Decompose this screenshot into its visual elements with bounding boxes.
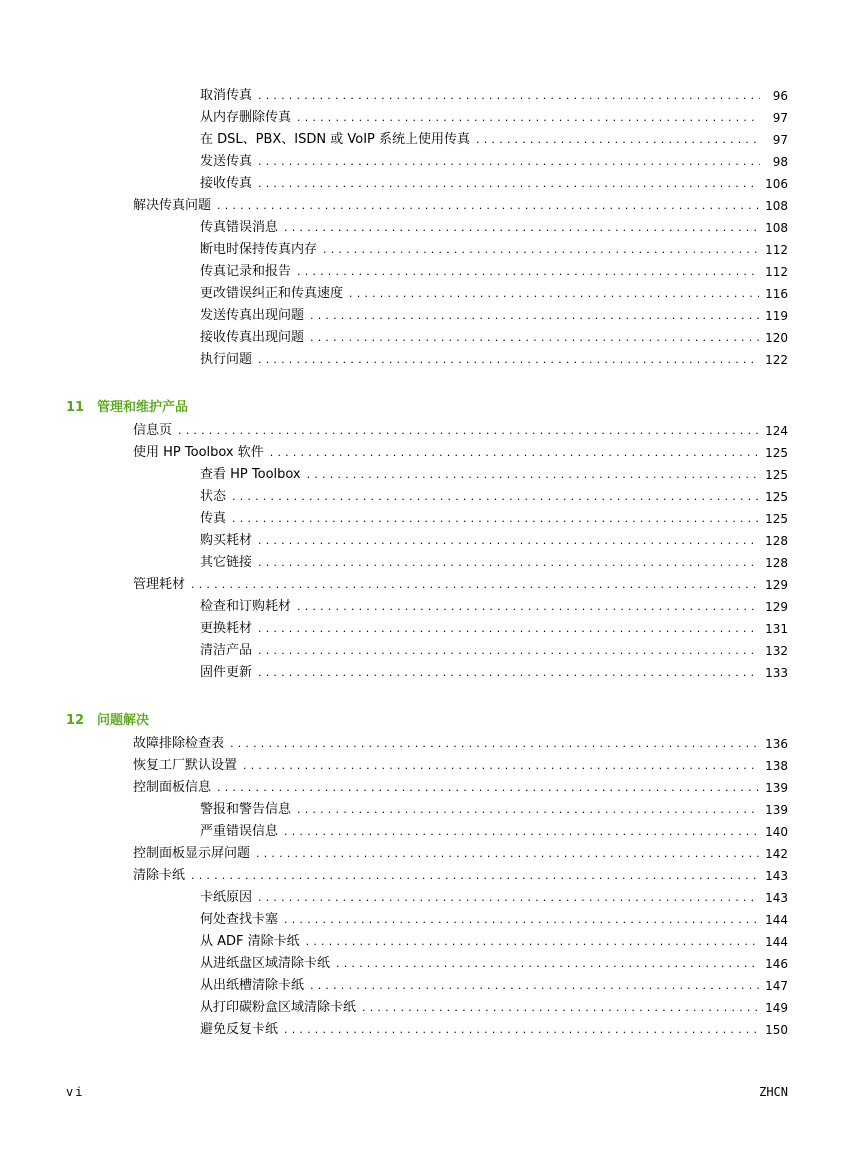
dot-leader bbox=[284, 822, 759, 842]
dot-leader bbox=[336, 954, 759, 974]
toc-entry-page-number: 112 bbox=[765, 265, 788, 279]
toc-entry[interactable] bbox=[133, 196, 788, 216]
toc-entry-page-number: 143 bbox=[765, 869, 788, 883]
dot-leader bbox=[258, 553, 759, 573]
toc-subentry[interactable] bbox=[200, 86, 788, 106]
toc-entry-title: 避免反复卡纸 bbox=[200, 1022, 279, 1037]
toc-entry-page-number: 124 bbox=[765, 424, 788, 438]
toc-subentry[interactable] bbox=[200, 531, 788, 551]
toc-entry-page-number: 125 bbox=[765, 512, 788, 526]
toc-subentry[interactable] bbox=[200, 910, 788, 930]
dot-leader bbox=[191, 866, 759, 886]
dot-leader bbox=[297, 800, 759, 820]
toc-entry-title: 清除卡纸 bbox=[133, 868, 186, 883]
toc-entry-page-number: 97 bbox=[772, 111, 788, 125]
toc-entry-page-number: 132 bbox=[765, 644, 788, 658]
toc-entry-title: 发送传真出现问题 bbox=[200, 308, 305, 323]
toc-subentry[interactable] bbox=[200, 954, 788, 974]
toc-entry-title: 接收传真 bbox=[200, 176, 253, 191]
toc-entry-title: 传真 bbox=[200, 511, 227, 526]
toc-entry-title: 控制面板信息 bbox=[133, 780, 212, 795]
toc-entry-title: 从进纸盘区域清除卡纸 bbox=[200, 956, 331, 971]
dot-leader bbox=[284, 218, 759, 238]
toc-subentry[interactable] bbox=[200, 487, 788, 507]
toc-entry-title: 传真记录和报告 bbox=[200, 264, 292, 279]
toc-entry-title: 其它链接 bbox=[200, 555, 253, 570]
toc-subentry[interactable] bbox=[200, 663, 788, 683]
dot-leader bbox=[243, 756, 759, 776]
chapter-heading[interactable] bbox=[66, 398, 188, 418]
toc-entry-page-number: 144 bbox=[765, 913, 788, 927]
toc-entry-page-number: 139 bbox=[765, 781, 788, 795]
toc-entry-title: 信息页 bbox=[133, 423, 173, 438]
toc-entry-title: 故障排除检查表 bbox=[133, 736, 225, 751]
toc-subentry[interactable] bbox=[200, 130, 788, 150]
toc-subentry[interactable] bbox=[200, 509, 788, 529]
toc-entry-title: 从出纸槽清除卡纸 bbox=[200, 978, 305, 993]
toc-entry[interactable] bbox=[133, 866, 788, 886]
dot-leader bbox=[232, 509, 759, 529]
toc-entry-page-number: 139 bbox=[765, 803, 788, 817]
dot-leader bbox=[310, 976, 759, 996]
dot-leader bbox=[323, 240, 759, 260]
toc-entry-title: 发送传真 bbox=[200, 154, 253, 169]
toc-subentry[interactable] bbox=[200, 800, 788, 820]
toc-subentry[interactable] bbox=[200, 262, 788, 282]
toc-entry-page-number: 125 bbox=[765, 446, 788, 460]
dot-leader bbox=[232, 487, 759, 507]
chapter-number: 12 bbox=[66, 713, 85, 728]
toc-entry-title: 更换耗材 bbox=[200, 621, 253, 636]
dot-leader bbox=[284, 910, 759, 930]
toc-entry-page-number: 108 bbox=[765, 199, 788, 213]
dot-leader bbox=[349, 284, 759, 304]
chapter-title: 管理和维护产品 bbox=[97, 400, 189, 415]
toc-entry-title: 恢复工厂默认设置 bbox=[133, 758, 238, 773]
toc-entry-title: 从 ADF 清除卡纸 bbox=[200, 934, 300, 949]
footer-page-number: vi bbox=[66, 1085, 85, 1099]
dot-leader bbox=[178, 421, 759, 441]
toc-entry-title: 管理耗材 bbox=[133, 577, 186, 592]
toc-entry-page-number: 125 bbox=[765, 490, 788, 504]
dot-leader bbox=[256, 844, 759, 864]
toc-subentry[interactable] bbox=[200, 998, 788, 1018]
dot-leader bbox=[310, 328, 759, 348]
toc-entry-title: 卡纸原因 bbox=[200, 890, 253, 905]
dot-leader bbox=[217, 196, 759, 216]
dot-leader bbox=[258, 152, 760, 172]
toc-entry-page-number: 116 bbox=[765, 287, 788, 301]
dot-leader bbox=[362, 998, 759, 1018]
toc-entry-title: 执行问题 bbox=[200, 352, 253, 367]
toc-entry-page-number: 128 bbox=[765, 556, 788, 570]
toc-entry-page-number: 120 bbox=[765, 331, 788, 345]
dot-leader bbox=[307, 465, 759, 485]
chapter-number: 11 bbox=[66, 400, 85, 415]
dot-leader bbox=[217, 778, 759, 798]
toc-entry-title: 更改错误纠正和传真速度 bbox=[200, 286, 344, 301]
toc-entry-title: 检查和订购耗材 bbox=[200, 599, 292, 614]
toc-entry-title: 购买耗材 bbox=[200, 533, 253, 548]
dot-leader bbox=[258, 174, 759, 194]
toc-entry-title: 查看 HP Toolbox bbox=[200, 467, 301, 482]
dot-leader bbox=[258, 641, 759, 661]
toc-entry[interactable] bbox=[133, 421, 788, 441]
toc-subentry[interactable] bbox=[200, 174, 788, 194]
toc-subentry[interactable] bbox=[200, 284, 788, 304]
toc-entry-title: 接收传真出现问题 bbox=[200, 330, 305, 345]
toc-subentry[interactable] bbox=[200, 218, 788, 238]
toc-entry[interactable] bbox=[133, 844, 788, 864]
toc-entry-title: 从内存删除传真 bbox=[200, 110, 292, 125]
toc-entry-page-number: 129 bbox=[765, 578, 788, 592]
dot-leader bbox=[230, 734, 759, 754]
toc-subentry[interactable] bbox=[200, 597, 788, 617]
toc-entry-page-number: 106 bbox=[765, 177, 788, 191]
toc-subentry[interactable] bbox=[200, 306, 788, 326]
toc-entry-page-number: 144 bbox=[765, 935, 788, 949]
toc-entry-page-number: 143 bbox=[765, 891, 788, 905]
toc-subentry[interactable] bbox=[200, 350, 788, 370]
toc-entry-page-number: 133 bbox=[765, 666, 788, 680]
toc-entry-page-number: 136 bbox=[765, 737, 788, 751]
dot-leader bbox=[297, 108, 760, 128]
toc-entry-page-number: 125 bbox=[765, 468, 788, 482]
toc-entry-title: 固件更新 bbox=[200, 665, 253, 680]
toc-entry-page-number: 98 bbox=[772, 155, 788, 169]
dot-leader bbox=[258, 619, 759, 639]
toc-entry-page-number: 119 bbox=[765, 309, 788, 323]
toc-entry[interactable] bbox=[133, 778, 788, 798]
dot-leader bbox=[297, 262, 759, 282]
toc-entry-page-number: 108 bbox=[765, 221, 788, 235]
toc-entry-title: 严重错误信息 bbox=[200, 824, 279, 839]
toc-entry-page-number: 122 bbox=[765, 353, 788, 367]
dot-leader bbox=[476, 130, 760, 150]
toc-entry-title: 断电时保持传真内存 bbox=[200, 242, 318, 257]
toc-entry-title: 取消传真 bbox=[200, 88, 253, 103]
toc-subentry[interactable] bbox=[200, 822, 788, 842]
dot-leader bbox=[258, 86, 760, 106]
toc-entry[interactable] bbox=[133, 756, 788, 776]
toc-entry-page-number: 131 bbox=[765, 622, 788, 636]
toc-entry-page-number: 129 bbox=[765, 600, 788, 614]
toc-entry-page-number: 142 bbox=[765, 847, 788, 861]
toc-subentry[interactable] bbox=[200, 240, 788, 260]
toc-subentry[interactable] bbox=[200, 152, 788, 172]
toc-entry[interactable] bbox=[133, 734, 788, 754]
dot-leader bbox=[258, 888, 759, 908]
toc-subentry[interactable] bbox=[200, 553, 788, 573]
toc-subentry[interactable] bbox=[200, 976, 788, 996]
dot-leader bbox=[306, 932, 759, 952]
toc-entry-page-number: 96 bbox=[772, 89, 788, 103]
dot-leader bbox=[310, 306, 759, 326]
dot-leader bbox=[191, 575, 759, 595]
dot-leader bbox=[284, 1020, 759, 1040]
dot-leader bbox=[258, 663, 759, 683]
toc-entry-title: 使用 HP Toolbox 软件 bbox=[133, 445, 264, 460]
toc-entry-title: 何处查找卡塞 bbox=[200, 912, 279, 927]
toc-entry-page-number: 97 bbox=[772, 133, 788, 147]
toc-subentry[interactable] bbox=[200, 888, 788, 908]
toc-subentry[interactable] bbox=[200, 641, 788, 661]
toc-subentry[interactable] bbox=[200, 932, 788, 952]
toc-subentry[interactable] bbox=[200, 619, 788, 639]
toc-entry-title: 控制面板显示屏问题 bbox=[133, 846, 251, 861]
toc-entry-page-number: 150 bbox=[765, 1023, 788, 1037]
toc-subentry[interactable] bbox=[200, 465, 788, 485]
toc-entry-page-number: 149 bbox=[765, 1001, 788, 1015]
chapter-heading[interactable] bbox=[66, 711, 149, 731]
footer-language-code: ZHCN bbox=[759, 1085, 788, 1099]
toc-entry-page-number: 140 bbox=[765, 825, 788, 839]
toc-subentry[interactable] bbox=[200, 328, 788, 348]
toc-entry[interactable] bbox=[133, 443, 788, 463]
toc-entry-title: 清洁产品 bbox=[200, 643, 253, 658]
toc-entry[interactable] bbox=[133, 575, 788, 595]
toc-entry-title: 状态 bbox=[200, 489, 227, 504]
toc-entry-page-number: 146 bbox=[765, 957, 788, 971]
toc-entry-title: 从打印碳粉盒区域清除卡纸 bbox=[200, 1000, 357, 1015]
chapter-title: 问题解决 bbox=[97, 713, 150, 728]
toc-subentry[interactable] bbox=[200, 1020, 788, 1040]
toc-entry-page-number: 128 bbox=[765, 534, 788, 548]
toc-entry-title: 解决传真问题 bbox=[133, 198, 212, 213]
toc-entry-page-number: 112 bbox=[765, 243, 788, 257]
toc-entry-title: 警报和警告信息 bbox=[200, 802, 292, 817]
dot-leader bbox=[258, 350, 759, 370]
toc-entry-title: 在 DSL、PBX、ISDN 或 VoIP 系统上使用传真 bbox=[200, 132, 471, 147]
dot-leader bbox=[297, 597, 759, 617]
dot-leader bbox=[270, 443, 759, 463]
toc-entry-page-number: 147 bbox=[765, 979, 788, 993]
toc-entry-title: 传真错误消息 bbox=[200, 220, 279, 235]
toc-subentry[interactable] bbox=[200, 108, 788, 128]
toc-entry-page-number: 138 bbox=[765, 759, 788, 773]
dot-leader bbox=[258, 531, 759, 551]
